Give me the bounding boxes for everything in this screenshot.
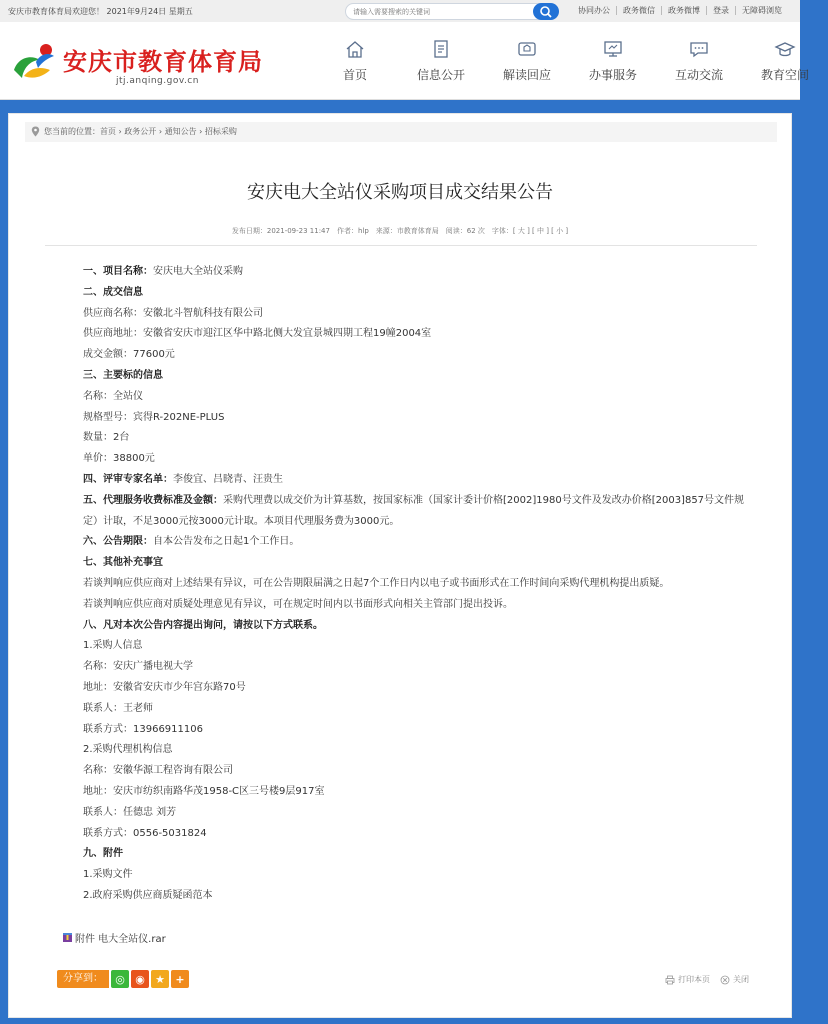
- line-text: 安庆电大全站仪采购: [153, 266, 243, 277]
- article-line: [83, 761, 753, 782]
- article-line: [83, 824, 753, 845]
- line-text: 地址：安庆市纺织南路华茂1958-C区三号楼9层917室: [83, 785, 325, 797]
- article-line: [83, 304, 753, 325]
- article-line: [83, 740, 753, 761]
- archive-file-icon: [62, 932, 73, 943]
- nav-item-home[interactable]: [312, 38, 398, 83]
- line-text: 1.采购文件: [83, 869, 133, 881]
- link-accessibility[interactable]: 无障碍浏览: [735, 6, 788, 15]
- section-heading: 六、公告期限：: [83, 536, 153, 548]
- article-line: [83, 782, 753, 803]
- link-wechat[interactable]: 政务微信: [616, 6, 661, 15]
- article-line: [83, 470, 753, 491]
- breadcrumb-bar: [25, 122, 777, 142]
- qzone-icon[interactable]: ★: [151, 970, 169, 988]
- line-text: 自本公告发布之日起1个工作日。: [153, 536, 300, 548]
- line-text: 1.采购人信息: [83, 640, 143, 652]
- nav-label: 信息公开: [416, 68, 465, 82]
- attachment-text: 附件 电大全站仪.rar: [75, 934, 166, 945]
- line-text: 名称：安徽华源工程咨询有限公司: [83, 765, 233, 777]
- share-bar: [57, 970, 189, 988]
- search-input[interactable]: [353, 6, 528, 18]
- line-text: 李俊宜、吕晓青、汪贵生: [173, 473, 283, 485]
- close-button[interactable]: [720, 974, 749, 985]
- line-text: 联系人：王老师: [83, 702, 153, 714]
- line-text: 数量：2台: [83, 432, 130, 444]
- section-heading: 一、项目名称：: [83, 266, 153, 277]
- chat-card-icon: [516, 38, 538, 60]
- article-line: [83, 844, 753, 865]
- nav-item-interpret[interactable]: [484, 38, 570, 83]
- article-line: [83, 636, 753, 657]
- close-label: 关闭: [733, 975, 749, 984]
- article-body: [83, 262, 753, 907]
- nav-label: 教育空间: [760, 68, 809, 82]
- line-text: 联系方式：13966911106: [83, 723, 203, 735]
- article-line: [83, 865, 753, 886]
- article-line: [83, 387, 753, 408]
- nav-item-info[interactable]: [398, 38, 484, 83]
- article-line: [83, 449, 753, 470]
- line-text: 单价：38800元: [83, 453, 155, 465]
- line-text: 名称：安庆广播电视大学: [83, 661, 193, 673]
- site-domain: jtj.anqing.gov.cn: [116, 76, 199, 86]
- weibo-icon[interactable]: ◉: [131, 970, 149, 988]
- section-heading: 三、主要标的信息: [83, 369, 163, 381]
- nav-label: 首页: [342, 68, 367, 82]
- section-heading: 八、凡对本次公告内容提出询问，请按以下方式联系。: [83, 619, 323, 631]
- link-weibo[interactable]: 政务微博: [661, 6, 706, 15]
- article-line: [83, 657, 753, 678]
- top-links: [572, 6, 788, 15]
- site-title[interactable]: 安庆市教育体育局: [63, 48, 263, 76]
- article-meta: 发布日期：2021-09-23 11:47 作者：hlp 来源：市教育体育局 阅读：62 次 字体：[ 大 ] [ 中 ] [ 小 ]: [231, 227, 569, 235]
- monitor-icon: [602, 38, 624, 60]
- location-pin-icon: [31, 126, 40, 137]
- line-text: 采购代理费以成交价为计算基数，按国家标准（国家计委计价格[2002]1980号文件及发改办价格[2003]857号文件规定）计取，不足3000元按3000元计取。本项目代理服务费为3000元。: [83, 494, 745, 527]
- line-text: 联系方式：0556-5031824: [83, 827, 207, 839]
- line-text: 若谈判响应供应商对质疑处理意见有异议，可在规定时间内以书面形式向相关主管部门提出投诉。: [83, 598, 513, 610]
- article-line: [83, 428, 753, 449]
- article-line: [83, 491, 753, 533]
- line-text: 地址：安徽省安庆市少年宫东路70号: [83, 681, 246, 693]
- section-heading: 五、代理服务收费标准及金额：: [83, 494, 223, 506]
- home-icon: [344, 38, 366, 60]
- nav-item-interaction[interactable]: [656, 38, 742, 83]
- document-icon: [430, 38, 452, 60]
- welcome-text: 安庆市教育体育局欢迎您！ 2021年9月24日 星期五: [8, 7, 193, 16]
- article-line: [83, 262, 753, 283]
- link-login[interactable]: 登录: [706, 6, 735, 15]
- section-heading: 四、评审专家名单：: [83, 473, 173, 485]
- line-text: 2.采购代理机构信息: [83, 744, 173, 756]
- article-title: 安庆电大全站仪采购项目成交结果公告: [247, 182, 553, 203]
- article-line: [83, 574, 753, 595]
- logo-icon[interactable]: [10, 40, 58, 84]
- printer-icon: [665, 975, 675, 985]
- attachment-link[interactable]: [62, 930, 166, 945]
- page-tools: [655, 974, 749, 985]
- more-icon[interactable]: +: [171, 970, 189, 988]
- line-text: 供应商名称：安徽北斗智航科技有限公司: [83, 307, 263, 319]
- article-line: [83, 408, 753, 429]
- share-label: 分享到：: [57, 970, 109, 988]
- article-line: [83, 324, 753, 345]
- article-line: [83, 720, 753, 741]
- site-header: [0, 22, 809, 100]
- section-heading: 七、其他补充事宜: [83, 557, 163, 569]
- message-icon: [688, 38, 710, 60]
- close-icon: [720, 975, 730, 985]
- article-line: [83, 803, 753, 824]
- line-text: 名称：全站仪: [83, 390, 143, 402]
- wechat-icon[interactable]: ◎: [111, 970, 129, 988]
- article-line: [83, 366, 753, 387]
- nav-label: 互动交流: [674, 68, 723, 82]
- line-text: 2.政府采购供应商质疑函范本: [83, 889, 213, 901]
- article-line: [83, 553, 753, 574]
- breadcrumb-text[interactable]: 您当前的位置：首页 › 政务公开 › 通知公告 › 招标采购: [44, 127, 237, 136]
- article-line: [83, 678, 753, 699]
- nav-item-services[interactable]: [570, 38, 656, 83]
- nav-label: 解读回应: [502, 68, 551, 82]
- nav-label: 办事服务: [588, 68, 637, 82]
- search-box: [345, 3, 559, 20]
- print-label: 打印本页: [678, 975, 710, 984]
- search-icon: [533, 3, 559, 20]
- line-text: 供应商地址：安徽省安庆市迎江区华中路北侧大发宜景城四期工程19幢2004室: [83, 328, 432, 340]
- divider: [45, 245, 757, 246]
- line-text: 成交金额：77600元: [83, 349, 175, 361]
- article-line: [83, 699, 753, 720]
- article-line: [83, 345, 753, 366]
- line-text: 若谈判响应供应商对上述结果有异议，可在公告期限届满之日起7个工作日内以电子或书面形式在工作时间向采购代理机构提出质疑。: [83, 577, 670, 589]
- breadcrumb: [31, 126, 237, 137]
- article-line: [83, 532, 753, 553]
- link-office[interactable]: 协同办公: [578, 6, 610, 15]
- article-line: [83, 886, 753, 907]
- line-text: 规格型号：宾得R-202NE-PLUS: [83, 411, 225, 423]
- main-nav: [312, 38, 828, 83]
- section-heading: 二、成交信息: [83, 286, 143, 298]
- content-panel: [8, 113, 792, 1018]
- graduation-cap-icon: [774, 38, 796, 60]
- section-heading: 九、附件: [83, 848, 123, 860]
- line-text: 联系人：任德忠 刘芳: [83, 806, 177, 818]
- top-bar: [0, 0, 800, 22]
- search-button[interactable]: [533, 3, 559, 20]
- nav-item-education[interactable]: [742, 38, 828, 83]
- article-line: [83, 283, 753, 304]
- article-line: [83, 595, 753, 616]
- article-line: [83, 616, 753, 637]
- print-button[interactable]: [665, 974, 710, 985]
